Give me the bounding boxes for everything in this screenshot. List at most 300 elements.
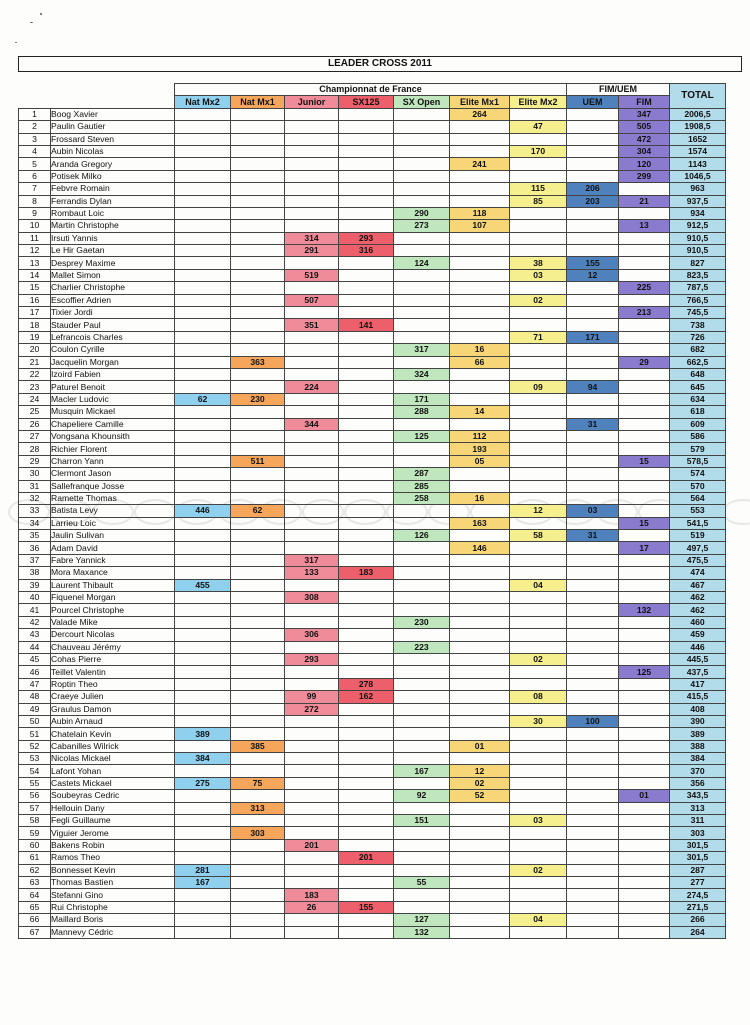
table-row — [19, 579, 726, 591]
score-cell-natmx1 — [231, 207, 285, 219]
score-cell-natmx1: 230 — [231, 393, 285, 405]
score-cell-sx125 — [339, 331, 394, 343]
total-cell: 662,5 — [670, 356, 726, 368]
score-cell-fim — [619, 183, 670, 195]
score-cell-natmx1 — [231, 666, 285, 678]
score-cell-elitemx1: 01 — [450, 740, 510, 752]
table-row — [19, 777, 726, 789]
score-cell-sx125 — [339, 641, 394, 653]
score-cell-junior — [285, 455, 339, 467]
table-row — [19, 269, 726, 281]
rider-name-cell: Craeye Julien — [51, 691, 175, 703]
total-cell: 787,5 — [670, 282, 726, 294]
score-cell-uem: 171 — [567, 331, 619, 343]
rider-name-cell: Thomas Bastien — [51, 877, 175, 889]
rank-cell: 29 — [19, 455, 51, 467]
rank-cell: 27 — [19, 430, 51, 442]
score-cell-junior: 519 — [285, 269, 339, 281]
score-cell-fim — [619, 406, 670, 418]
score-cell-junior — [285, 777, 339, 789]
table-row — [19, 393, 726, 405]
table-row — [19, 715, 726, 727]
rider-name-cell: Graulus Damon — [51, 703, 175, 715]
score-cell-uem — [567, 753, 619, 765]
score-cell-elitemx2 — [510, 492, 567, 504]
score-cell-elitemx1 — [450, 121, 510, 133]
score-cell-sxopen — [394, 356, 450, 368]
score-cell-junior — [285, 145, 339, 157]
total-cell: 634 — [670, 393, 726, 405]
table-row — [19, 678, 726, 690]
score-cell-uem — [567, 393, 619, 405]
score-cell-sx125: 155 — [339, 901, 394, 913]
rank-cell: 53 — [19, 753, 51, 765]
total-cell: 301,5 — [670, 852, 726, 864]
total-cell: 287 — [670, 864, 726, 876]
table-row — [19, 406, 726, 418]
rank-cell: 60 — [19, 839, 51, 851]
score-cell-sxopen — [394, 604, 450, 616]
score-cell-elitemx1 — [450, 269, 510, 281]
score-cell-natmx2 — [175, 344, 231, 356]
score-cell-uem — [567, 170, 619, 182]
table-row — [19, 728, 726, 740]
score-cell-elitemx1 — [450, 294, 510, 306]
score-cell-sxopen — [394, 592, 450, 604]
rank-cell: 28 — [19, 443, 51, 455]
score-cell-uem — [567, 406, 619, 418]
score-cell-elitemx2 — [510, 802, 567, 814]
table-row — [19, 480, 726, 492]
rider-name-cell: Aranda Gregory — [51, 158, 175, 170]
rank-cell: 5 — [19, 158, 51, 170]
score-cell-elitemx2 — [510, 220, 567, 232]
table-row — [19, 901, 726, 913]
score-cell-junior — [285, 678, 339, 690]
rank-cell: 21 — [19, 356, 51, 368]
score-cell-natmx2 — [175, 678, 231, 690]
score-cell-sxopen — [394, 133, 450, 145]
score-cell-natmx2 — [175, 294, 231, 306]
score-cell-uem — [567, 790, 619, 802]
total-cell: 578,5 — [670, 455, 726, 467]
score-cell-fim — [619, 926, 670, 938]
score-cell-sxopen — [394, 282, 450, 294]
score-cell-fim — [619, 381, 670, 393]
score-cell-uem: 12 — [567, 269, 619, 281]
score-cell-elitemx2 — [510, 877, 567, 889]
score-cell-uem — [567, 666, 619, 678]
score-cell-sxopen — [394, 901, 450, 913]
score-cell-junior — [285, 133, 339, 145]
score-cell-junior: 99 — [285, 691, 339, 703]
rider-name-cell: Irsuti Yannis — [51, 232, 175, 244]
score-cell-natmx1 — [231, 133, 285, 145]
score-cell-fim — [619, 901, 670, 913]
rider-name-cell: Cabanilles Wilrick — [51, 740, 175, 752]
score-cell-sx125: 162 — [339, 691, 394, 703]
score-cell-junior — [285, 344, 339, 356]
rider-name-cell: Nicolas Mickael — [51, 753, 175, 765]
score-cell-natmx2 — [175, 121, 231, 133]
total-cell: 553 — [670, 505, 726, 517]
table-row — [19, 914, 726, 926]
total-cell: 390 — [670, 715, 726, 727]
score-cell-elitemx2: 09 — [510, 381, 567, 393]
score-cell-fim — [619, 629, 670, 641]
rider-name-cell: Fabre Yannick — [51, 554, 175, 566]
score-cell-sx125 — [339, 666, 394, 678]
score-cell-sxopen: 273 — [394, 220, 450, 232]
scan-speck — [30, 22, 33, 23]
table-row — [19, 839, 726, 851]
table-row — [19, 356, 726, 368]
score-cell-natmx2 — [175, 319, 231, 331]
score-cell-elitemx1 — [450, 616, 510, 628]
score-cell-sxopen — [394, 245, 450, 257]
total-cell: 271,5 — [670, 901, 726, 913]
total-cell: 313 — [670, 802, 726, 814]
watermark-shape — [722, 499, 750, 525]
score-cell-natmx2 — [175, 220, 231, 232]
score-cell-fim — [619, 678, 670, 690]
score-cell-junior — [285, 207, 339, 219]
score-cell-sxopen — [394, 307, 450, 319]
score-cell-fim — [619, 864, 670, 876]
rider-name-cell: Desprey Maxime — [51, 257, 175, 269]
table-row — [19, 158, 726, 170]
table-row — [19, 567, 726, 579]
score-cell-elitemx2 — [510, 282, 567, 294]
score-cell-natmx2 — [175, 530, 231, 542]
score-cell-uem — [567, 455, 619, 467]
score-cell-sxopen — [394, 319, 450, 331]
score-cell-fim — [619, 468, 670, 480]
score-cell-elitemx2 — [510, 839, 567, 851]
rank-cell: 54 — [19, 765, 51, 777]
score-cell-fim — [619, 715, 670, 727]
score-cell-elitemx1 — [450, 691, 510, 703]
rank-cell: 56 — [19, 790, 51, 802]
table-row — [19, 505, 726, 517]
score-cell-sx125: 293 — [339, 232, 394, 244]
score-cell-fim — [619, 579, 670, 591]
total-cell: 912,5 — [670, 220, 726, 232]
score-cell-sx125 — [339, 195, 394, 207]
score-cell-natmx1 — [231, 926, 285, 938]
score-cell-elitemx1: 146 — [450, 542, 510, 554]
score-cell-sxopen — [394, 889, 450, 901]
total-cell: 827 — [670, 257, 726, 269]
score-cell-sxopen — [394, 145, 450, 157]
score-cell-elitemx1 — [450, 666, 510, 678]
score-cell-elitemx2: 115 — [510, 183, 567, 195]
score-cell-sxopen: 230 — [394, 616, 450, 628]
score-cell-junior — [285, 616, 339, 628]
rider-name-cell: Cohas Pierre — [51, 653, 175, 665]
rider-name-cell: Tixier Jordi — [51, 307, 175, 319]
score-cell-junior — [285, 468, 339, 480]
group-header-row — [19, 84, 726, 96]
table-row — [19, 319, 726, 331]
score-cell-natmx2 — [175, 790, 231, 802]
score-cell-elitemx1 — [450, 629, 510, 641]
score-cell-uem — [567, 777, 619, 789]
score-cell-fim — [619, 294, 670, 306]
score-cell-uem — [567, 616, 619, 628]
score-cell-junior — [285, 108, 339, 120]
table-row — [19, 827, 726, 839]
score-cell-elitemx1: 118 — [450, 207, 510, 219]
table-row — [19, 282, 726, 294]
score-cell-sx125 — [339, 517, 394, 529]
score-cell-junior — [285, 158, 339, 170]
table-row — [19, 641, 726, 653]
score-cell-junior: 26 — [285, 901, 339, 913]
total-cell: 1908,5 — [670, 121, 726, 133]
score-cell-elitemx2: 03 — [510, 269, 567, 281]
score-cell-natmx2 — [175, 108, 231, 120]
score-cell-natmx2 — [175, 889, 231, 901]
score-cell-sx125 — [339, 492, 394, 504]
rider-name-cell: Larrieu Loic — [51, 517, 175, 529]
score-cell-natmx1 — [231, 418, 285, 430]
rank-cell: 50 — [19, 715, 51, 727]
score-cell-natmx1 — [231, 864, 285, 876]
score-cell-junior — [285, 579, 339, 591]
rider-name-cell: Lafont Yohan — [51, 765, 175, 777]
score-cell-sx125 — [339, 108, 394, 120]
table-row — [19, 108, 726, 120]
rank-cell: 24 — [19, 393, 51, 405]
score-cell-elitemx2 — [510, 753, 567, 765]
score-cell-uem — [567, 542, 619, 554]
score-cell-elitemx1 — [450, 592, 510, 604]
score-cell-elitemx2 — [510, 468, 567, 480]
score-cell-elitemx2 — [510, 480, 567, 492]
column-header-fim: FIM — [619, 96, 670, 108]
score-cell-elitemx1 — [450, 331, 510, 343]
table-row — [19, 802, 726, 814]
score-cell-sxopen — [394, 691, 450, 703]
score-cell-natmx2: 62 — [175, 393, 231, 405]
score-cell-natmx2: 455 — [175, 579, 231, 591]
score-cell-elitemx1: 264 — [450, 108, 510, 120]
score-cell-elitemx2 — [510, 245, 567, 257]
score-cell-natmx1: 75 — [231, 777, 285, 789]
score-cell-sx125 — [339, 926, 394, 938]
score-cell-uem — [567, 133, 619, 145]
total-cell: 356 — [670, 777, 726, 789]
score-cell-sxopen — [394, 418, 450, 430]
score-cell-elitemx1 — [450, 319, 510, 331]
score-cell-sx125 — [339, 839, 394, 851]
rider-name-cell: Febvre Romain — [51, 183, 175, 195]
rank-cell: 39 — [19, 579, 51, 591]
rank-cell: 52 — [19, 740, 51, 752]
score-cell-natmx1 — [231, 728, 285, 740]
total-cell: 564 — [670, 492, 726, 504]
score-cell-natmx2 — [175, 455, 231, 467]
score-cell-natmx2 — [175, 802, 231, 814]
score-cell-natmx2 — [175, 406, 231, 418]
score-cell-elitemx1 — [450, 418, 510, 430]
score-cell-sxopen — [394, 740, 450, 752]
score-cell-sxopen — [394, 505, 450, 517]
score-cell-sx125 — [339, 368, 394, 380]
score-cell-sx125 — [339, 715, 394, 727]
score-cell-fim — [619, 802, 670, 814]
score-cell-elitemx1 — [450, 604, 510, 616]
rank-cell: 17 — [19, 307, 51, 319]
score-cell-sxopen: 55 — [394, 877, 450, 889]
score-cell-elitemx2 — [510, 827, 567, 839]
score-cell-fim — [619, 641, 670, 653]
score-cell-elitemx2 — [510, 678, 567, 690]
score-cell-sx125 — [339, 344, 394, 356]
score-cell-natmx1 — [231, 530, 285, 542]
total-cell: 648 — [670, 368, 726, 380]
score-cell-sx125 — [339, 889, 394, 901]
score-cell-fim — [619, 430, 670, 442]
total-cell: 497,5 — [670, 542, 726, 554]
score-cell-elitemx2 — [510, 368, 567, 380]
score-cell-natmx1 — [231, 815, 285, 827]
score-cell-sxopen: 125 — [394, 430, 450, 442]
score-cell-junior — [285, 195, 339, 207]
table-row — [19, 604, 726, 616]
score-cell-sxopen — [394, 517, 450, 529]
score-cell-elitemx1 — [450, 530, 510, 542]
score-cell-elitemx2 — [510, 666, 567, 678]
score-cell-elitemx2 — [510, 765, 567, 777]
rank-cell: 33 — [19, 505, 51, 517]
rider-name-cell: Dercourt Nicolas — [51, 629, 175, 641]
score-cell-natmx1 — [231, 158, 285, 170]
rank-cell: 15 — [19, 282, 51, 294]
score-cell-natmx2 — [175, 492, 231, 504]
score-cell-uem — [567, 443, 619, 455]
score-cell-elitemx1: 14 — [450, 406, 510, 418]
score-cell-elitemx2 — [510, 629, 567, 641]
score-cell-elitemx1 — [450, 567, 510, 579]
total-cell: 745,5 — [670, 307, 726, 319]
score-cell-sxopen — [394, 653, 450, 665]
score-cell-junior — [285, 331, 339, 343]
table-row — [19, 331, 726, 343]
score-cell-elitemx2: 71 — [510, 331, 567, 343]
score-cell-uem — [567, 641, 619, 653]
score-cell-natmx1 — [231, 703, 285, 715]
total-cell: 266 — [670, 914, 726, 926]
rider-name-cell: Pourcel Christophe — [51, 604, 175, 616]
score-cell-sxopen — [394, 158, 450, 170]
score-cell-fim — [619, 344, 670, 356]
score-cell-elitemx1 — [450, 505, 510, 517]
score-cell-natmx2 — [175, 604, 231, 616]
total-cell: 937,5 — [670, 195, 726, 207]
score-cell-natmx2 — [175, 901, 231, 913]
score-cell-natmx2: 384 — [175, 753, 231, 765]
score-cell-elitemx2 — [510, 319, 567, 331]
score-cell-junior — [285, 530, 339, 542]
score-cell-elitemx1: 66 — [450, 356, 510, 368]
score-cell-natmx1 — [231, 691, 285, 703]
table-row — [19, 195, 726, 207]
table-row — [19, 368, 726, 380]
score-cell-natmx1 — [231, 170, 285, 182]
score-cell-uem — [567, 145, 619, 157]
score-cell-natmx1 — [231, 108, 285, 120]
score-cell-elitemx1 — [450, 145, 510, 157]
score-cell-sxopen: 258 — [394, 492, 450, 504]
score-cell-natmx1 — [231, 220, 285, 232]
score-cell-elitemx1 — [450, 678, 510, 690]
rank-cell: 7 — [19, 183, 51, 195]
page-title: LEADER CROSS 2011 — [18, 56, 742, 72]
score-cell-elitemx1 — [450, 480, 510, 492]
rank-cell: 26 — [19, 418, 51, 430]
score-cell-natmx2 — [175, 653, 231, 665]
score-cell-natmx2 — [175, 691, 231, 703]
score-cell-fim: 225 — [619, 282, 670, 294]
score-cell-natmx1 — [231, 839, 285, 851]
score-cell-sx125 — [339, 592, 394, 604]
score-cell-junior — [285, 183, 339, 195]
score-cell-sx125: 201 — [339, 852, 394, 864]
score-cell-sx125 — [339, 393, 394, 405]
score-cell-sxopen — [394, 777, 450, 789]
score-cell-elitemx1 — [450, 839, 510, 851]
score-cell-natmx1 — [231, 852, 285, 864]
score-cell-sxopen: 127 — [394, 914, 450, 926]
score-cell-sx125 — [339, 257, 394, 269]
score-cell-elitemx2 — [510, 418, 567, 430]
rider-name-cell: Teillet Valentin — [51, 666, 175, 678]
score-cell-junior: 272 — [285, 703, 339, 715]
score-cell-fim — [619, 889, 670, 901]
score-cell-junior: 308 — [285, 592, 339, 604]
score-cell-natmx1 — [231, 653, 285, 665]
score-cell-fim: 299 — [619, 170, 670, 182]
score-cell-fim: 29 — [619, 356, 670, 368]
score-cell-fim — [619, 245, 670, 257]
table-row — [19, 257, 726, 269]
rank-cell: 67 — [19, 926, 51, 938]
score-cell-elitemx2: 08 — [510, 691, 567, 703]
score-cell-uem — [567, 926, 619, 938]
score-cell-fim — [619, 418, 670, 430]
score-cell-natmx1 — [231, 430, 285, 442]
score-cell-elitemx1 — [450, 257, 510, 269]
score-cell-natmx2 — [175, 629, 231, 641]
score-cell-elitemx2 — [510, 356, 567, 368]
table-row — [19, 765, 726, 777]
score-cell-elitemx1 — [450, 368, 510, 380]
score-cell-natmx1: 511 — [231, 455, 285, 467]
rank-cell: 11 — [19, 232, 51, 244]
score-cell-junior — [285, 802, 339, 814]
score-cell-natmx2 — [175, 368, 231, 380]
table-row — [19, 753, 726, 765]
rank-cell: 49 — [19, 703, 51, 715]
score-cell-junior — [285, 740, 339, 752]
score-cell-uem — [567, 468, 619, 480]
rider-name-cell: Stauder Paul — [51, 319, 175, 331]
table-row — [19, 616, 726, 628]
table-row — [19, 344, 726, 356]
score-cell-elitemx2 — [510, 207, 567, 219]
